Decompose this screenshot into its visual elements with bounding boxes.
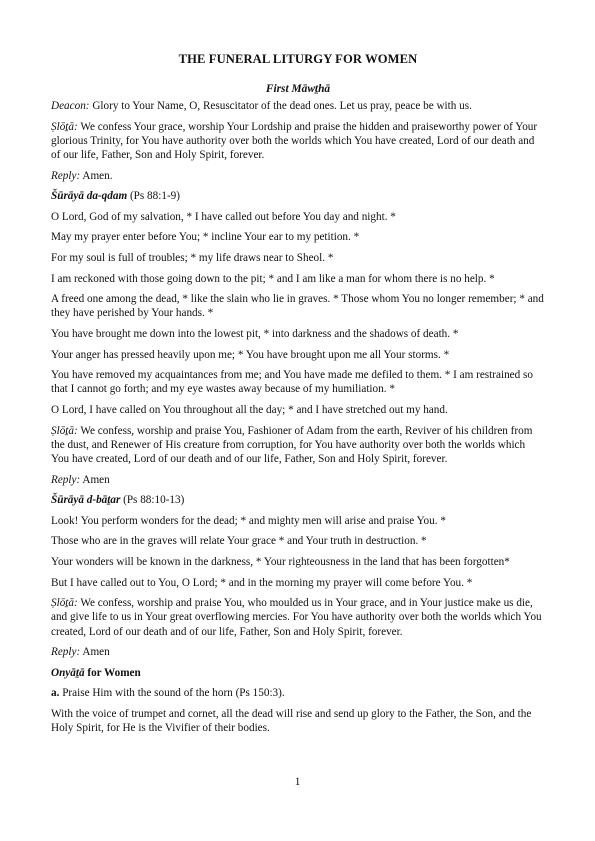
- reply-line-1: [51, 169, 545, 183]
- deacon-line: [51, 99, 545, 113]
- sloth-label: Ṣlōṯā:: [51, 597, 78, 610]
- page-number: 1: [294, 776, 301, 788]
- psalm-verse: You have brought me down into the lowest pit, * into darkness and the shadows of death. *: [51, 327, 459, 340]
- psalm-verse: O Lord, I have called on You throughout all the day; * and I have stretched out my hand.: [51, 403, 448, 416]
- psalm-verse: Your wonders will be known in the darkness, * Your righteousness in the land that has been forgotten*: [51, 555, 510, 568]
- psalm-verse: For my soul is full of troubles; * my life draws near to Sheol. *: [51, 251, 334, 264]
- deacon-label: Deacon:: [51, 100, 90, 112]
- psalm-verse: Your anger has pressed heavily upon me; * You have brought upon me all Your storms. *: [51, 348, 450, 361]
- onyata-rest: for Women: [84, 666, 141, 679]
- sloth-label: Ṣlōṯā:: [51, 120, 78, 133]
- reply-text: Amen.: [80, 169, 113, 182]
- final-paragraph: With the voice of trumpet and cornet, all the dead will rise and send up glory to the Father, the Son, and the Holy Spirit, for He is the Vivifier of their bodies.: [51, 707, 532, 735]
- psalm-verse: O Lord, God of my salvation, * I have called out before You day and night. *: [51, 210, 396, 223]
- surraya-heading-1: [51, 189, 545, 203]
- sloth-paragraph-3: [51, 596, 545, 639]
- psalm-verse: May my prayer enter before You; * incline Your ear to my petition. *: [51, 231, 360, 244]
- surraya-heading-2: [51, 493, 545, 507]
- document-page: [51, 52, 545, 742]
- page-title: THE FUNERAL LITURGY FOR WOMEN: [178, 52, 418, 66]
- item-a: [51, 686, 545, 700]
- psalm-reference: (Ps 88:10-13): [120, 494, 185, 507]
- psalm-verse: A freed one among the dead, * like the slain who lie in graves. * Those whom You no longer remember; * and they have perished by Your hands. *: [51, 293, 544, 320]
- psalm-verse: Look! You perform wonders for the dead; * and mighty men will arise and praise You. *: [51, 514, 446, 527]
- psalm-verse: Those who are in the graves will relate Your grace * and Your truth in destruction. *: [51, 535, 427, 548]
- psalm-verse: I am reckoned with those going down to the pit; * and I am like a man for whom there is no help. *: [51, 272, 495, 285]
- sloth-text: We confess, worship and praise You, who moulded us in Your grace, and in Your justice make us die, and give life to us in Your great overflowing mercies. For You have authority over both the worlds which You created, Lord of our death and of our life, Father, Son and Holy Spirit, forever.: [51, 597, 542, 638]
- onyata-heading: [51, 666, 545, 680]
- reply-label: Reply:: [51, 473, 81, 486]
- psalm-verse: But I have called out to You, O Lord; * and in the morning my prayer will come before You. *: [51, 576, 473, 589]
- psalm-reference: (Ps 88:1-9): [127, 190, 180, 203]
- reply-line-3: [51, 645, 545, 659]
- deacon-text: Glory to Your Name, O, Resuscitator of the dead ones. Let us pray, peace be with us.: [89, 100, 472, 112]
- reply-label: Reply:: [51, 169, 81, 182]
- section-subtitle: First Māwṯhā: [265, 83, 331, 95]
- reply-label: Reply:: [51, 646, 81, 659]
- sloth-text: We confess, worship and praise You, Fashioner of Adam from the earth, Reviver of his children from the dust, and Renewer of His creature from corruption, for You have authority over both the worlds which You have created, Lord of our death and of our life, Father, Son and Holy Spirit, forever.: [51, 424, 533, 465]
- sloth-text: We confess Your grace, worship Your Lordship and praise the hidden and praiseworthy power of Your glorious Trinity, for You have authority over both the worlds which You have created, Lord of our death and of our life, Father, Son and Holy Spirit, forever.: [51, 120, 538, 161]
- sloth-label: Ṣlōṯā:: [51, 424, 78, 437]
- item-a-label: a.: [51, 687, 60, 700]
- reply-text: Amen: [80, 646, 110, 659]
- item-a-text: Praise Him with the sound of the horn (Ps 150:3).: [59, 687, 285, 700]
- psalm-verse: You have removed my acquaintances from me; and You have made me defiled to them. * I am restrained so that I cannot go forth; and my eye wastes away because of my humiliation. *: [51, 369, 533, 396]
- sloth-paragraph-1: [51, 120, 545, 163]
- surraya-label: Šūrāyā da-qdam: [51, 190, 128, 203]
- onyata-label: Onyāṯā: [51, 666, 85, 679]
- reply-line-2: [51, 473, 545, 487]
- surraya-label: Šūrāyā d-bāṯar: [51, 494, 121, 507]
- reply-text: Amen: [80, 473, 110, 486]
- sloth-paragraph-2: [51, 424, 545, 467]
